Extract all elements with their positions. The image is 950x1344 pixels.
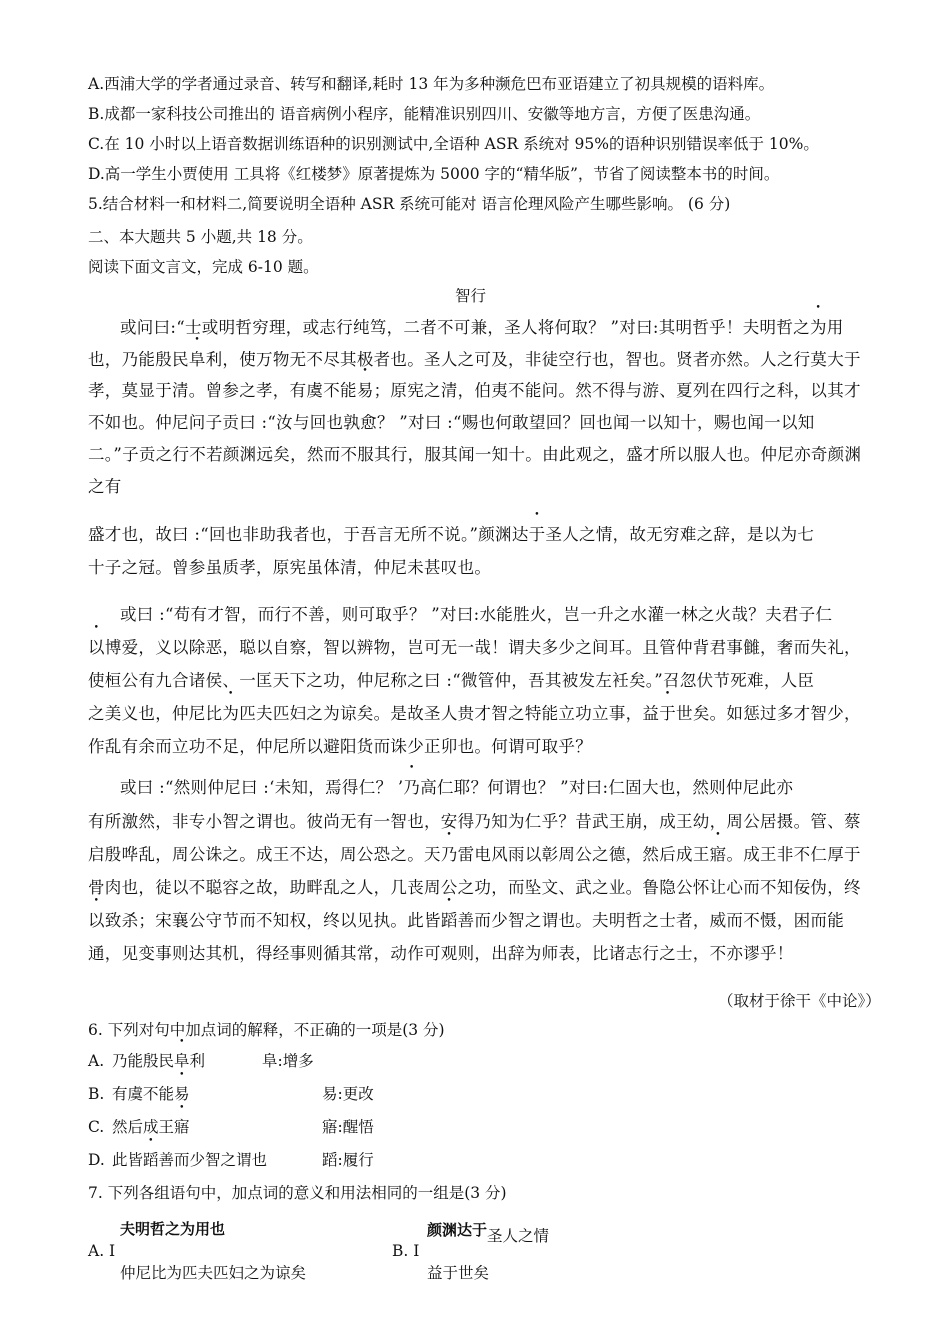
- q6-option-a-sentence: 乃能殷民阜利: [112, 1052, 206, 1070]
- passage-line: 使桓公有九合诸侯、一匡天下之功，仲尼称之曰 :“微管仲，吾其被发左衽矣。”召忽伏节死难，人臣: [88, 671, 815, 690]
- passage-source: （取材于徐干《中论》）: [718, 992, 881, 1010]
- q4-option-a: A.西浦大学的学者通过录音、转写和翻译,耗时 13 年为多种濒危巴布亚语建立了初具规模的语料库。: [88, 75, 775, 93]
- passage-line: 也，乃能殷民阜利，使万物无不尽其极者也。圣人之可及，非徒空行也，智也。贤者亦然。人之行莫大于: [88, 348, 861, 372]
- q7-option-b-label: B. I: [392, 1242, 420, 1260]
- passage-line: 或曰 :“然则仲尼曰 :‘未知，焉得仁？ ’乃高仁耶？何谓也？ ”对曰:仁固大也，然则仲尼此亦: [120, 776, 793, 800]
- dotted-word: 乃: [403, 778, 421, 797]
- dotted-word: 为: [809, 318, 827, 337]
- q7-b-top-sentence: 颜渊达于圣人之情: [427, 1222, 550, 1245]
- question-7-stem: 7. 下列各组语句中，加点词的意义和用法相同的一组是(3 分): [88, 1184, 507, 1202]
- q6-option-d: D.: [88, 1151, 105, 1169]
- q4-option-b: B.成都一家科技公司推出的 语音病例小程序，能精准识别四川、安徽等地方言，方便了医患沟通。: [88, 105, 761, 123]
- passage-line: 骨肉也，徒以不聪容之故，助畔乱之人，几丧周公之功，而坠文、武之业。鲁隐公怀让心而不知佞伪，终: [88, 878, 861, 897]
- q6-option-c-sentence: 然后成王寤: [112, 1118, 190, 1136]
- dotted-word: 于: [659, 704, 677, 723]
- passage-line: 启殷哗乱，周公诛之。成王不达，周公恐之。天乃雷电风雨以彰周公之德，然后成王寤。成王非不仁厚于: [88, 843, 861, 867]
- passage-line: 不如也。仲尼问子贡曰 :“汝与回也孰愈？ ”对曰 :“赐也何敢望回？回也闻一以知十，赐也闻一以知: [88, 413, 815, 432]
- dotted-word: 易: [356, 381, 374, 400]
- dotted-word: 寤: [174, 1118, 190, 1136]
- q4-option-d: D.高一学生小贾使用 工具将《红楼梦》原著提炼为 5000 字的“精华版”，节省了阅读整本书的时间。: [88, 165, 780, 183]
- passage-line: 孝，莫显于清。曾参之孝，有虞不能易；原宪之清，伯夷不能问。然不得与游、夏列在四行之科，以其才: [88, 379, 861, 403]
- q6-option-c-gloss: 寤:醒悟: [322, 1118, 374, 1136]
- passage-line: 之美义也，仲尼比为匹夫匹妇之为谅矣。是故圣人贵才智之特能立功立事，益于世矣。如惩过多才智少，: [88, 702, 861, 726]
- q6-option-c: C.: [88, 1118, 105, 1136]
- q7-b-bottom-sentence: 益于世矣: [427, 1264, 490, 1282]
- q6-option-a-gloss: 阜:增多: [262, 1052, 314, 1070]
- reading-instruction: 阅读下面文言文，完成 6-10 题。: [88, 258, 319, 276]
- q6-option-d-gloss: 蹈:履行: [322, 1151, 374, 1169]
- q6-option-a: A.: [88, 1052, 105, 1070]
- passage-line: 或问曰:“士或明哲穷理，或志行纯笃，二者不可兼，圣人将何取？ ”对曰:其明哲乎！夫明哲之为用: [120, 316, 844, 340]
- dotted-word: 蹈: [440, 911, 458, 930]
- q6-option-b: B.: [88, 1085, 105, 1103]
- passage-line: 以致杀；宋襄公守节而不知权，终以见执。此皆蹈善而少智之谓也。夫明哲之士者，威而不慑，困而能: [88, 909, 844, 933]
- dotted-word: 阜: [188, 350, 206, 369]
- q7-a-bottom-sentence: 仲尼比为匹夫匹妇之为谅矣: [120, 1264, 307, 1282]
- section-2-heading: 二、本大题共 5 小题,共 18 分。: [88, 228, 313, 246]
- passage-line: 有所激然，非专小智之谓也。彼尚无有一智也，安得乃知为仁乎？昔武王崩，成王幼，周公居摄。管、蔡: [88, 812, 861, 831]
- passage-line: 作乱有余而立功不足，仲尼所以避阳货而诛少正卯也。何谓可取乎？: [88, 737, 592, 756]
- dotted-word: 阜: [174, 1052, 190, 1070]
- passage-line: 二。”子贡之行不若颜渊远矣，然而不服其行，服其闻一知十。由此观之，盛才所以服人也。仲尼亦奇颜渊: [88, 445, 862, 464]
- q7-a-top-sentence: 夫明哲之为用也: [120, 1221, 226, 1238]
- q6-option-b-gloss: 易:更改: [322, 1085, 374, 1103]
- dotted-word: 寤: [709, 845, 727, 864]
- dotted-word: 为: [222, 704, 240, 723]
- question-6-stem: 6. 下列对句中加点词的解释，不正确的一项是(3 分): [88, 1021, 445, 1039]
- passage-line: 或曰 :“苟有才智，而行不善，则可取乎？ ”对曰:水能胜火，岂一升之水灌一林之火哉？夫君子仁: [120, 605, 833, 624]
- dotted-word: 以: [88, 911, 105, 930]
- question-5: 5.结合材料一和材料二,简要说明全语种 ASR 系统可能对 语言伦理风险产生哪些影响。 (6 分): [88, 195, 731, 213]
- q7-option-a-label: A. I: [88, 1242, 116, 1260]
- q6-option-d-sentence: 此皆蹈善而少智之谓也: [112, 1151, 268, 1169]
- q6-option-b-sentence: 有虞不能易: [112, 1085, 190, 1103]
- q4-option-c: C.在 10 小时以上语音数据训练语种的识别测试中,全语种 ASR 系统对 95%的语种识别错误率低于 10%。: [88, 135, 819, 153]
- passage-line: 十子之冠。曾参虽质孝，原宪虽体清，仲尼未甚叹也。: [88, 558, 492, 577]
- passage-title: 智行: [455, 287, 487, 305]
- dotted-word: 于: [528, 525, 546, 544]
- passage-line: 通，见变事则达其机，得经事则循其常，动作可观则，出辞为师表，比诸志行之士，不亦谬乎！: [88, 944, 794, 963]
- passage-line: 盛才也，故曰 :“回也非助我者也，于吾言无所不说。”颜渊达于圣人之情，故无穷难之辞，是以为七: [88, 523, 814, 547]
- passage-line: 之有: [88, 477, 122, 496]
- dotted-word: 易: [174, 1085, 190, 1103]
- dotted-word: 乃: [440, 845, 458, 864]
- dotted-word: 蹈: [143, 1151, 159, 1169]
- dotted-word: 以: [88, 638, 105, 657]
- passage-line: 以博爱，义以除恶，聪以自察，智以辨物，岂可无一哉！谓夫多少之间耳。且管仲背君事雠，奢而失礼，: [88, 636, 861, 660]
